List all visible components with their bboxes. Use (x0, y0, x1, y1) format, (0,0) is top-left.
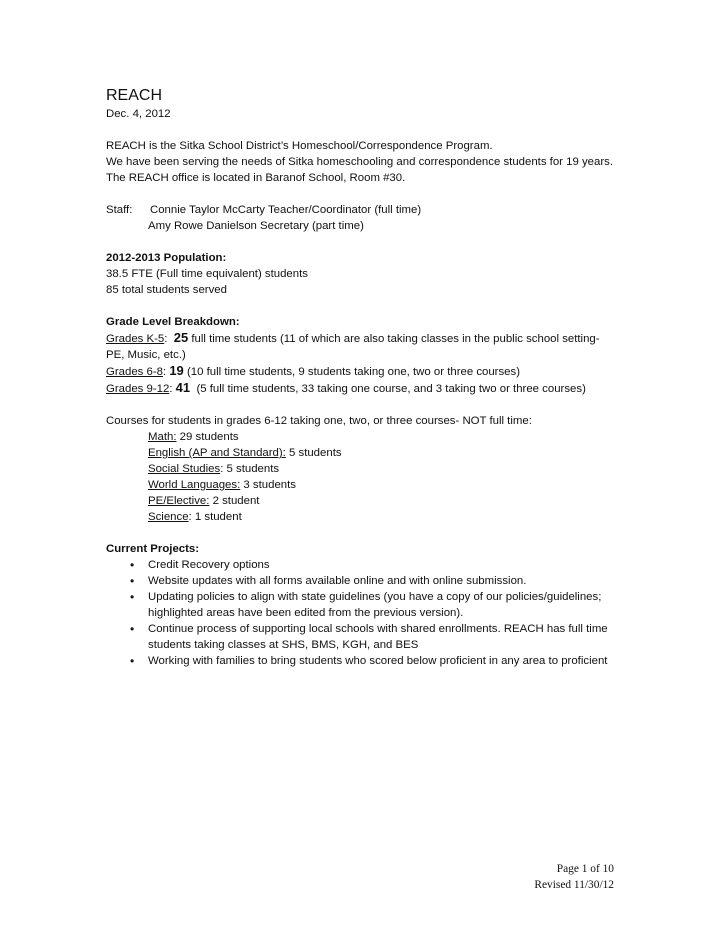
intro-line: REACH is the Sitka School District’s Homeschool/Correspondence Program. (106, 140, 493, 152)
project-item: • Credit Recovery options (106, 557, 618, 573)
course-subject: PE/Elective: (148, 495, 210, 507)
document-date: Dec. 4, 2012 (106, 108, 171, 120)
document-page (106, 86, 618, 669)
grade-count: 41 (175, 380, 191, 395)
grade-desc: (5 full time students, 33 taking one course, and 3 taking two or three courses) (190, 383, 586, 395)
course-item (106, 429, 618, 445)
course-count: 29 students (176, 431, 239, 443)
staff-member: Amy Rowe Danielson Secretary (part time) (148, 220, 364, 232)
project-item: • Continue process of supporting local schools with shared enrollments. REACH has full time students taking classes at SHS, BMS, KGH, and BES (106, 621, 618, 653)
course-subject: Social Studies (148, 463, 221, 475)
project-item: • Website updates with all forms available online and with online submission. (106, 573, 618, 589)
staff-label: Staff: (106, 204, 133, 216)
grade-breakdown-heading: Grade Level Breakdown: (106, 316, 240, 328)
course-subject: English (AP and Standard): (148, 447, 286, 459)
page-footer (534, 861, 614, 893)
course-item: Science: 1 student (148, 511, 242, 523)
course-count: 2 student (209, 495, 260, 507)
course-subject: Math: (148, 431, 177, 443)
staff-row (106, 202, 618, 218)
grade-count: 25 (173, 330, 189, 345)
grade-row: Grades K-5: 25 full time students (11 of which are also taking classes in the public school setting- PE, Music, etc.) (106, 330, 600, 361)
grade-count: 19 (169, 363, 184, 378)
grade-row: Grades 6-8: 19 (10 full time students, 9 students taking one, two or three courses) (106, 363, 520, 378)
page-number: Page 1 of 10 (556, 863, 614, 875)
course-item (106, 477, 618, 493)
project-item: • Updating policies to align with state guidelines (you have a copy of our policies/guidelines; highlighted areas have been edited from the previous version). (106, 589, 618, 621)
courses-intro: Courses for students in grades 6-12 taking one, two, or three courses- NOT full time: (106, 415, 532, 427)
staff-member: Connie Taylor McCarty Teacher/Coordinator (full time) (150, 204, 422, 216)
course-subject: Science (148, 511, 189, 523)
course-count: 3 students (240, 479, 296, 491)
grade-desc: full time students (11 of which are also taking classes in the public school setting- PE, Music, etc.) (106, 333, 600, 361)
revised-date: Revised 11/30/12 (534, 879, 614, 891)
grade-label: Grades 9-12 (106, 383, 170, 395)
course-count: 5 students (285, 447, 342, 459)
course-subject: World Languages: (148, 479, 241, 491)
projects-heading: Current Projects: (106, 543, 200, 555)
grade-label: Grades 6-8 (106, 366, 163, 378)
population-line: 38.5 FTE (Full time equivalent) students (106, 268, 308, 280)
course-count: 1 student (191, 511, 242, 523)
course-item (106, 445, 618, 461)
document-title: REACH (106, 87, 163, 104)
grade-label: Grades K-5 (106, 333, 165, 345)
course-item (106, 493, 618, 509)
intro-line: The REACH office is located in Baranof School, Room #30. (106, 172, 406, 184)
grade-desc: (10 full time students, 9 students taking one, two or three courses) (183, 366, 520, 378)
projects-list (106, 557, 618, 669)
course-count: 5 students (223, 463, 280, 475)
population-heading: 2012-2013 Population: (106, 252, 227, 264)
course-item: Social Studies: 5 students (148, 463, 280, 475)
intro-line: We have been serving the needs of Sitka homeschooling and correspondence students for 19 years. (106, 156, 613, 168)
project-item: • Working with families to bring students who scored below proficient in any area to proficient (106, 653, 618, 669)
grade-row: Grades 9-12: 41 (5 full time students, 33 taking one course, and 3 taking two or three courses) (106, 380, 586, 395)
population-line: 85 total students served (106, 284, 227, 296)
